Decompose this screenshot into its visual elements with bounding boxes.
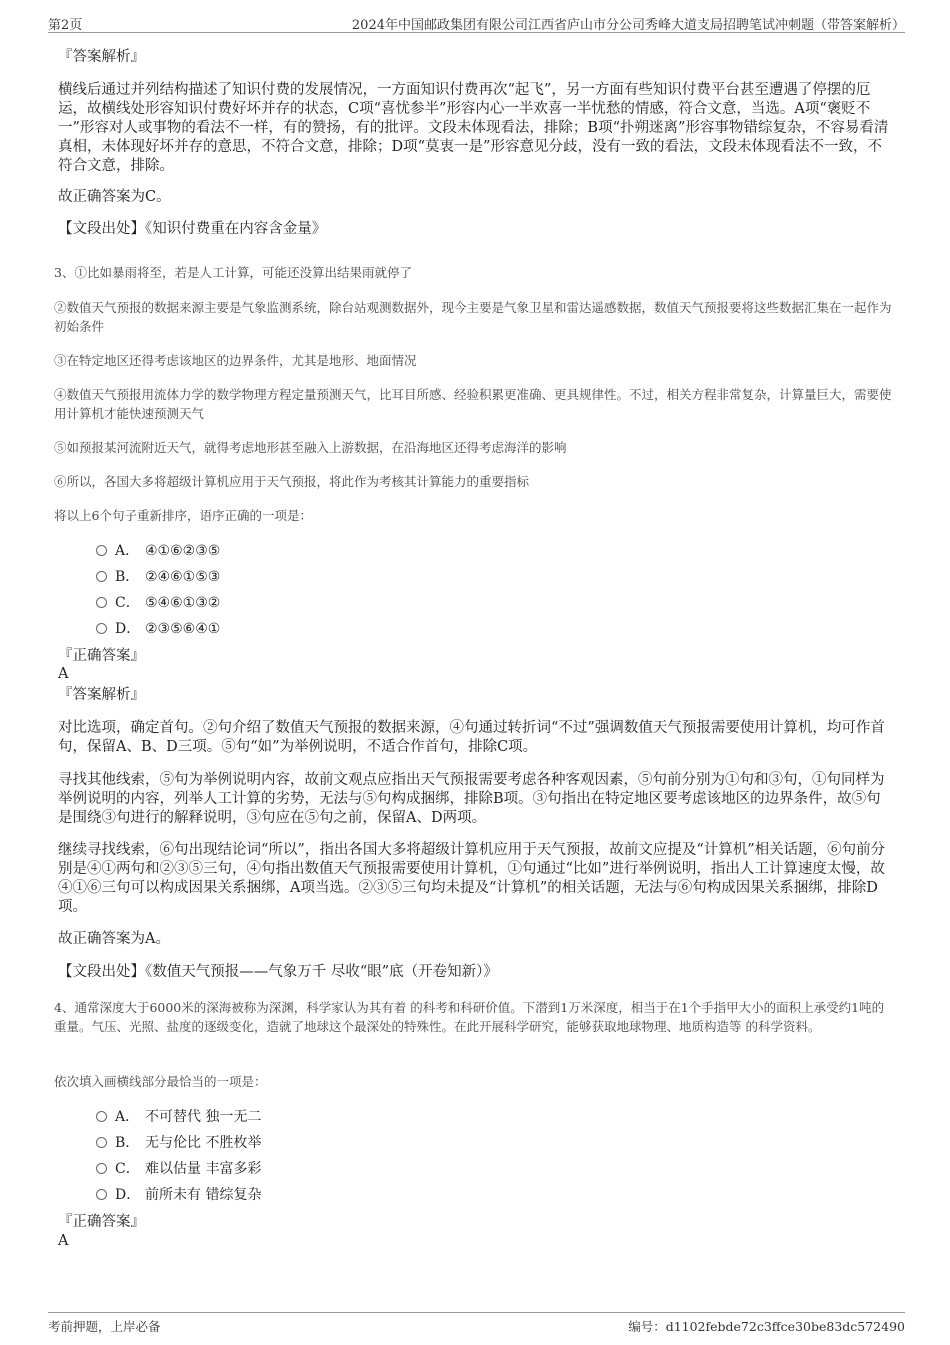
option-c[interactable]: C． ⑤④⑥①③② xyxy=(96,593,220,613)
radio-icon[interactable] xyxy=(96,1163,107,1174)
radio-icon[interactable] xyxy=(96,623,107,634)
question-sentence-4: ④数值天气预报用流体力学的数学物理方程定量预测天气，比耳目所感、经验积累更准确、更具规律性。不过，相关方程非常复杂，计算量巨大，需要使用计算机才能快速预测天气 xyxy=(54,387,892,421)
option-b[interactable]: B． 无与伦比 不胜枚举 xyxy=(96,1133,261,1153)
passage-source: 【文段出处】《数值天气预报——气象万千 尽收“眼”底（开卷知新）》 xyxy=(58,964,498,980)
question-stem: 4、通常深度大于6000米的深海被称为深渊，科学家认为其有着 的科考和科研价值。下潜到1万米深度，相当于在1个手指甲大小的面积上承受约1吨的重量。气压、光照、盐度的逐级变化，造就了地球这个最深处的特殊性。在此开展科学研究，能够获取地球物理、地质构造等 的科学资料。 xyxy=(54,1000,885,1034)
option-a[interactable]: A． ④①⑥②③⑤ xyxy=(96,541,220,561)
radio-icon[interactable] xyxy=(96,545,107,556)
question-sentence-5: ⑤如预报某河流附近天气，就得考虑地形甚至融入上游数据，在沿海地区还得考虑海洋的影响 xyxy=(54,440,567,455)
correct-answer-value: A xyxy=(58,666,69,682)
page-number: 第2页 xyxy=(48,18,83,33)
passage-source: 【文段出处】《知识付费重在内容含金量》 xyxy=(58,221,327,237)
correct-answer-label: 『正确答案』 xyxy=(58,648,145,664)
radio-icon[interactable] xyxy=(96,597,107,608)
footer-slogan: 考前押题，上岸必备 xyxy=(48,1319,161,1334)
question-sentence-1: 3、①比如暴雨将至，若是人工计算，可能还没算出结果雨就停了 xyxy=(54,265,412,280)
correct-answer-label: 『正确答案』 xyxy=(58,1214,145,1230)
option-d[interactable]: D． 前所未有 错综复杂 xyxy=(96,1185,261,1205)
radio-icon[interactable] xyxy=(96,1111,107,1122)
answer-analysis-label: 『答案解析』 xyxy=(58,687,145,703)
option-c[interactable]: C． 难以估量 丰富多彩 xyxy=(96,1159,261,1179)
radio-icon[interactable] xyxy=(96,1189,107,1200)
question-prompt: 依次填入画横线部分最恰当的一项是： xyxy=(54,1074,267,1089)
analysis-paragraph-3: 继续寻找线索，⑥句出现结论词“所以”，指出各国大多将超级计算机应用于天气预报，故前文应提及“计算机”相关话题，⑥句前分别是④①两句和②③⑤三句，④句指出数值天气预报需要使用计算机，①句通过“比如”进行举例说明，指出人工计算速度太慢，故④①⑥三句可以构成因果关系捆绑，A项当选。②③⑤三句均未提及“计算机”的相关话题，无法与⑥句构成因果关系捆绑，排除D项。 xyxy=(58,842,886,915)
correct-answer-value: A xyxy=(58,1233,69,1249)
option-a[interactable]: A． 不可替代 独一无二 xyxy=(96,1107,261,1127)
question-sentence-2: ②数值天气预报的数据来源主要是气象监测系统，除台站观测数据外，现今主要是气象卫星和雷达遥感数据，数值天气预报要将这些数据汇集在一起作为初始条件 xyxy=(54,300,892,334)
radio-icon[interactable] xyxy=(96,1137,107,1148)
question-sentence-6: ⑥所以，各国大多将超级计算机应用于天气预报，将此作为考核其计算能力的重要指标 xyxy=(54,474,530,489)
question-prompt: 将以上6个句子重新排序，语序正确的一项是： xyxy=(54,508,312,523)
page-footer xyxy=(48,1312,905,1333)
question-sentence-3: ③在特定地区还得考虑该地区的边界条件，尤其是地形、地面情况 xyxy=(54,353,417,368)
answer-conclusion: 故正确答案为A。 xyxy=(58,931,170,947)
answer-conclusion: 故正确答案为C。 xyxy=(58,189,171,205)
page-header xyxy=(48,14,905,33)
document-id: 编号：d1102febde72c3ffce30be83dc572490 xyxy=(628,1319,905,1334)
document-title: 2024年中国邮政集团有限公司江西省庐山市分公司秀峰大道支局招聘笔试冲刺题（带答案解析） xyxy=(351,18,905,33)
analysis-paragraph-1: 对比选项，确定首句。②句介绍了数值天气预报的数据来源，④句通过转折词“不过”强调数值天气预报需要使用计算机，均可作首句，保留A、B、D三项。⑤句“如”为举例说明，不适合作首句，排除C项。 xyxy=(58,720,885,755)
option-b[interactable]: B． ②④⑥①⑤③ xyxy=(96,567,220,587)
answer-analysis-label: 『答案解析』 xyxy=(58,49,145,65)
option-d[interactable]: D． ②③⑤⑥④① xyxy=(96,619,220,639)
radio-icon[interactable] xyxy=(96,571,107,582)
analysis-paragraph-2: 寻找其他线索，⑤句为举例说明内容，故前文观点应指出天气预报需要考虑各种客观因素，⑤句前分别为①句和③句，①句同样为举例说明的内容，列举人工计算的劣势，无法与⑤句构成捆绑，排除B项。③句指出在特定地区要考虑该地区的边界条件，故⑤句是围绕③句进行的解释说明，③句应在⑤句之前，保留A、D两项。 xyxy=(58,772,885,826)
answer-analysis-text: 横线后通过并列结构描述了知识付费的发展情况，一方面知识付费再次“起飞”，另一方面有些知识付费平台甚至遭遇了停摆的厄运，故横线处形容知识付费好坏并存的状态，C项“喜忧参半”形容内心一半欢喜一半忧愁的情感，符合文意，当选。A项“褒贬不一”形容对人或事物的看法不一样，有的赞扬，有的批评。文段未体现看法，排除；B项“扑朔迷离”形容事物错综复杂，不容易看清真相，未体现好坏并存的意思，不符合文意，排除；D项“莫衷一是”形容意见分歧，没有一致的看法，文段未体现看法不一致，不符合文意，排除。 xyxy=(58,82,889,174)
